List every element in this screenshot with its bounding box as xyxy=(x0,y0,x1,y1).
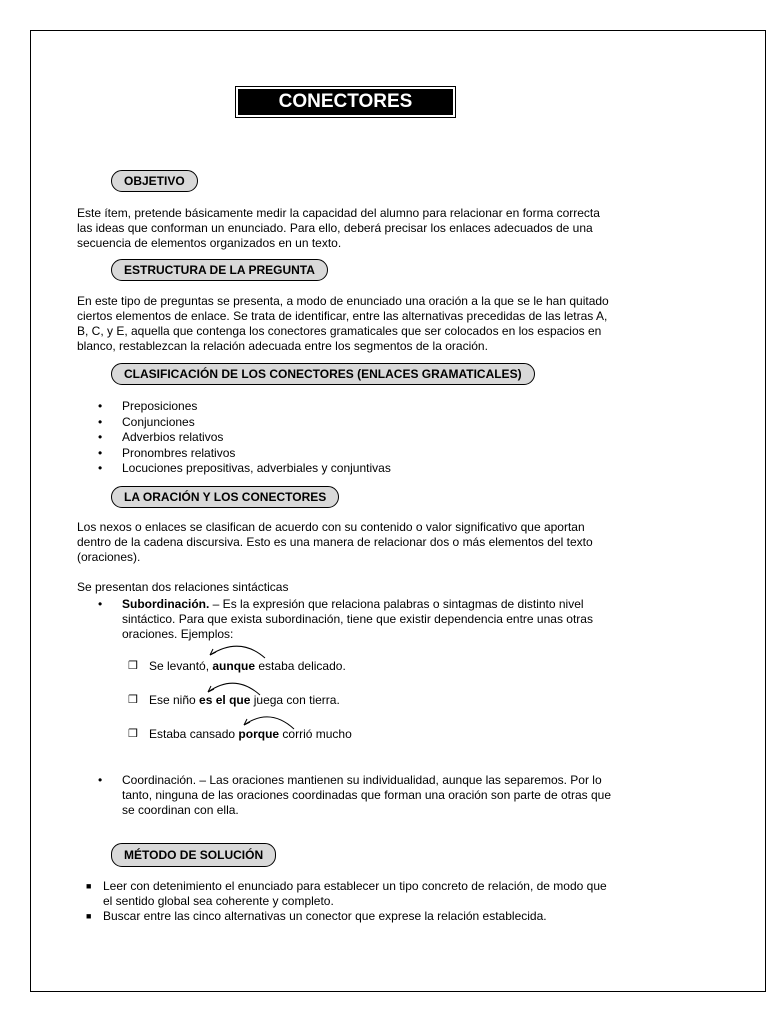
title-box xyxy=(235,86,456,118)
square-bullet-icon: ■ xyxy=(86,911,92,921)
connector-types-list xyxy=(98,399,391,477)
subordinacion-item: • Subordinación. – Es la expresión que relaciona palabras o sintagmas de distinto nivel sintáctico. Para que exista subordinación, tiene que existir dependencia entre unas otras oraciones. Ejemplos: xyxy=(98,597,593,641)
square-bullet-icon: ■ xyxy=(86,881,92,891)
method-list xyxy=(84,879,664,924)
coordinacion-item: • Coordinación. – Las oraciones mantienen su individualidad, aunque las separemos. Por lo tanto, ninguna de las oraciones coordinadas que forman una oración son parte de otras que se coordinan con ella. xyxy=(98,773,611,817)
section-heading-oracion: LA ORACIÓN Y LOS CONECTORES xyxy=(111,486,339,508)
paragraph-oracion: Los nexos o enlaces se clasifican de acuerdo con su contenido o valor significativo que aportan dentro de la cadena discursiva. Esto es una manera de relacionar dos o más elementos del texto (oraciones). xyxy=(77,520,593,564)
curved-arrow-icon xyxy=(200,640,270,660)
section-heading-clasificacion: CLASIFICACIÓN DE LOS CONECTORES (ENLACES GRAMATICALES) xyxy=(111,363,535,385)
connector-word: porque xyxy=(238,727,280,741)
section-heading-objetivo: OBJETIVO xyxy=(111,170,198,192)
list-item: ■ Leer con detenimiento el enunciado para establecer un tipo concreto de relación, de modo que el sentido global sea coherente y completo. xyxy=(86,879,607,908)
section-heading-metodo: MÉTODO DE SOLUCIÓN xyxy=(111,843,276,867)
list-item: • Adverbios relativos xyxy=(98,430,224,444)
list-item: • Preposiciones xyxy=(98,399,198,413)
bullet-dot: • xyxy=(98,597,103,611)
bullet-dot: • xyxy=(98,445,103,460)
list-item: • Pronombres relativos xyxy=(98,445,236,460)
paragraph-objetivo: Este ítem, pretende básicamente medir la capacidad del alumno para relacionar en forma correcta las ideas que conforman un enunciado. Para ello, deberá precisar los enlaces adecuados de una secuencia de elementos organizados en un texto. xyxy=(77,206,600,250)
connector-word: es el que xyxy=(199,693,251,707)
connector-word: aunque xyxy=(212,659,256,673)
checkbox-icon: ❒ xyxy=(128,660,138,672)
paragraph-estructura: En este tipo de preguntas se presenta, a modo de enunciado una oración a la que se le han quitado ciertos elementos de enlace. Se trata de identificar, entre las alternativas precedidas de las letras A, B, C, y E, aquella que contenga los conectores gramaticales que ser colocados en los espacios en blanco, restablezcan la relación adecuada entre los segmentos de la oración. xyxy=(77,294,609,353)
section-heading-estructura: ESTRUCTURA DE LA PREGUNTA xyxy=(111,259,328,281)
list-item: • Locuciones prepositivas, adverbiales y conjuntivas xyxy=(98,461,391,475)
bullet-dot: • xyxy=(98,461,103,475)
list-item: • Conjunciones xyxy=(98,414,195,429)
checkbox-icon: ❒ xyxy=(128,728,138,740)
bullet-dot: • xyxy=(98,414,103,429)
list-item: ■ Buscar entre las cinco alternativas un conector que exprese la relación establecida. xyxy=(86,909,547,923)
page-title: CONECTORES xyxy=(238,89,453,115)
bullet-dot: • xyxy=(98,773,103,787)
bullet-dot: • xyxy=(98,399,103,413)
subordinacion-label: Subordinación. xyxy=(122,597,210,611)
bullet-dot: • xyxy=(98,430,103,444)
relations-intro: Se presentan dos relaciones sintácticas xyxy=(77,580,289,594)
checkbox-icon: ❒ xyxy=(128,694,138,706)
